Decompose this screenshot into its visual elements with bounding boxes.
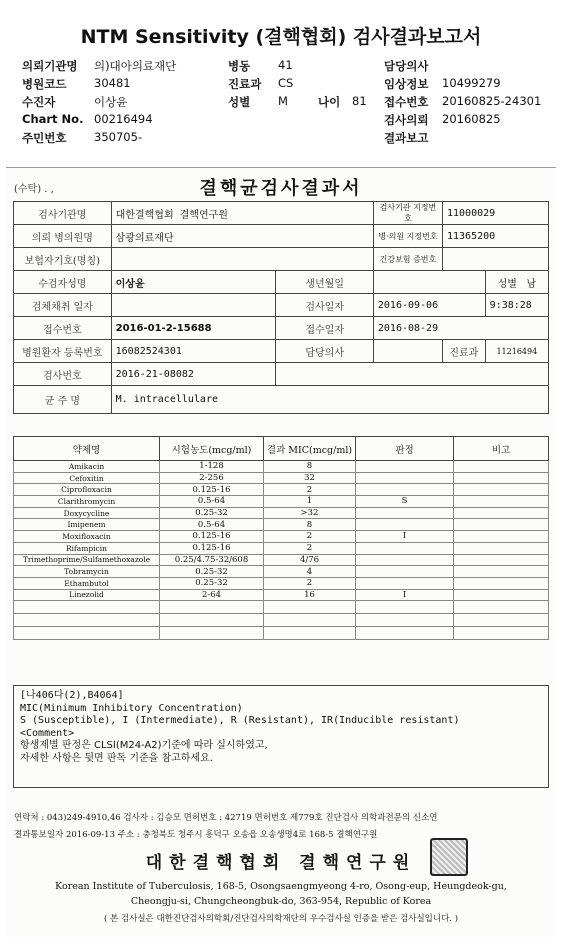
field-label: 성별 [497,278,517,290]
header-label: 수진자 [22,95,56,109]
address-line: Korean Institute of Tuberculosis, 168-5, Osongsaengmyeong 4-ro, Osong-eup, Heungdeok-gu, [55,881,507,892]
header-label: 결과보고 [384,131,429,145]
field-value [373,271,485,294]
notes-box [13,685,549,788]
drug-name: Moxifloxacin [14,531,160,543]
drug-name: Amikacin [14,461,160,473]
field-label: 검사기관 지정번호 [373,202,442,225]
table-cell [454,472,549,484]
table-cell [264,614,356,627]
table-cell [454,542,549,554]
table-row [14,601,549,614]
drug-name: Imipenem [14,519,160,531]
table-cell [356,614,454,627]
header-value: 10499279 [442,76,501,90]
table-cell: 0.25/4.75-32/608 [160,554,264,566]
header-label: 임상정보 [384,77,429,91]
table-row [14,566,549,578]
note-line: 항생제별 판정은 CLSI(M24-A2)기준에 따라 실시하였고, [20,740,268,751]
table-cell [356,601,454,614]
field-value: 2016-08-29 [373,317,548,340]
table-cell: 2-256 [160,472,264,484]
table-cell: 2 [264,531,356,543]
table-cell: 0.25-32 [160,577,264,589]
field-value: 11216494 [485,340,548,363]
table-cell: 0.5-64 [160,519,264,531]
header-label: Chart No. [22,112,84,126]
header-label: 나이 [318,95,341,109]
table-cell [356,461,454,473]
table-row [14,507,549,519]
table-cell [356,519,454,531]
table-cell [160,601,264,614]
table-cell [356,554,454,566]
column-header: 결과 MIC(mcg/ml) [264,437,356,461]
header-value: 의)대아의료재단 [94,59,177,73]
table-cell: 8 [264,461,356,473]
table-cell: 0.125-16 [160,484,264,496]
table-cell: 32 [264,472,356,484]
table-row [14,496,549,508]
drug-name: Ciprofloxacin [14,484,160,496]
table-row [14,577,549,589]
header-label: 담당의사 [384,59,429,73]
column-header: 시험농도(mcg/ml) [160,437,264,461]
table-row [14,472,549,484]
field-value: 남 [526,278,537,290]
field-value: 2016-01-2-15688 [111,317,276,340]
table-cell [356,627,454,640]
drug-name: Clarithromycin [14,496,160,508]
table-cell: 0.25-32 [160,566,264,578]
table-cell: 0.5-64 [160,496,264,508]
certification-note: ( 본 검사실은 대한진단검사의학회/진단검사의학재단의 우수검사실 인증을 받은 검사실입니다. ) [103,914,459,924]
table-cell: 0.125-16 [160,531,264,543]
table-cell [160,614,264,627]
field-label: 건강보험 증번호 [373,248,442,271]
table-cell [356,472,454,484]
table-cell: 1 [264,496,356,508]
drug-rows [14,461,549,640]
table-row [14,519,549,531]
table-cell [454,484,549,496]
note-line: MIC(Minimum Inhibitory Concentration) [20,702,243,714]
field-value: 11000029 [443,202,549,225]
table-cell [454,461,549,473]
table-cell [454,577,549,589]
table-cell [454,519,549,531]
table-cell: 2 [264,542,356,554]
header-label: 성별 [228,95,251,109]
patient-info-table [13,201,549,414]
field-label: 진료과 [443,340,486,363]
drug-name: Linezolid [14,589,160,601]
drug-name: Rifampicin [14,542,160,554]
field-label: 검사기관명 [14,202,112,225]
table-cell: 4/76 [264,554,356,566]
header-value: 350705- [94,130,143,144]
table-row [14,627,549,640]
column-header: 판정 [356,437,454,461]
table-cell: 8 [264,519,356,531]
table-cell [454,614,549,627]
field-value [111,294,276,317]
field-label: 접수일자 [276,317,373,340]
table-cell [454,589,549,601]
table-cell: I [356,531,454,543]
table-cell [454,627,549,640]
sex-field [485,271,548,294]
note-line: [나406다(2),B4064] [20,690,124,701]
address-line: Cheongju-si, Chungcheongbuk-do, 363-954, Republic of Korea [130,896,432,907]
header-label: 병동 [228,59,251,73]
drug-name: Cefoxitin [14,472,160,484]
table-cell [356,507,454,519]
report-header [22,58,552,148]
report-date-line: 결과통보일자 2016-09-13 주소 : 충청북도 청주시 흥덕구 오송읍 오송생명4로 168-5 결핵연구원 [14,830,378,840]
table-row [14,531,549,543]
field-value: 11365200 [443,225,549,248]
field-label: 생년월일 [276,271,373,294]
column-header: 비고 [454,437,549,461]
table-row [14,554,549,566]
header-label: 의뢰기관명 [22,59,78,73]
table-cell: S [356,496,454,508]
table-row [14,461,549,473]
field-label: 담당의사 [276,340,373,363]
scanned-report [6,167,556,937]
field-value: 이상윤 [111,271,276,294]
field-value [373,340,442,363]
official-seal [430,838,468,876]
header-value: 00216494 [94,112,153,126]
contact-line: 연락처 : 043)249-4910,46 검사자 : 김승모 면허번호 : 42719 면허번호 제779호 진단검사 의학과전문의 신소연 [14,813,438,823]
drug-name: Ethambutol [14,577,160,589]
report-heading [6,168,556,200]
field-label: 균 주 명 [14,386,112,414]
header-label: 주민번호 [22,131,67,145]
field-value [443,248,549,271]
table-cell: >32 [264,507,356,519]
table-cell [264,627,356,640]
header-value: 81 [352,94,367,108]
field-label: 의뢰 병의원명 [14,225,112,248]
header-label: 접수번호 [384,95,429,109]
table-cell: 0.25-32 [160,507,264,519]
field-label: 검체채취 일자 [14,294,112,317]
drug-name: Doxycycline [14,507,160,519]
field-value: 16082524301 [111,340,276,363]
table-cell: 1-128 [160,461,264,473]
table-cell: 2 [264,577,356,589]
header-value: 41 [278,58,293,72]
table-cell [454,554,549,566]
field-value [111,248,373,271]
field-value: 2016-09-06 [373,294,485,317]
table-cell [356,484,454,496]
institute-name: 대한결핵협회 결핵연구원 [145,853,417,873]
table-cell: 2-64 [160,589,264,601]
header-value: CS [278,76,294,90]
table-cell: 16 [264,589,356,601]
table-cell: 2 [264,484,356,496]
report-title: 결핵균검사결과서 [199,178,363,199]
field-label: 검사일자 [276,294,373,317]
header-value: 20160825 [442,112,501,126]
table-cell: I [356,589,454,601]
field-label: 병원환자 등록번호 [14,340,112,363]
note-line: <Comment> [20,727,75,739]
field-label: 검사번호 [14,363,112,386]
organism-value: M. intracellulare [111,386,548,414]
field-label: 수검자성명 [14,271,112,294]
table-cell [264,601,356,614]
column-header: 약제명 [14,437,160,461]
susceptibility-table [13,436,549,640]
table-cell [454,496,549,508]
field-label: 병·의원 지정번호 [373,225,442,248]
drug-name: Tobramycin [14,566,160,578]
table-cell [454,601,549,614]
field-label: 접수번호 [14,317,112,340]
header-value: 20160825-24301 [442,94,542,108]
header-label: 진료과 [228,77,262,91]
table-row [14,542,549,554]
field-label: 보험자기호(명칭) [14,248,112,271]
table-cell: 0.125-16 [160,542,264,554]
drug-name: Trimethoprime/Sulfamethoxazole [14,554,160,566]
table-cell: 4 [264,566,356,578]
table-row [14,484,549,496]
table-cell [454,531,549,543]
table-cell [14,601,160,614]
document-title: NTM Sensitivity (결핵협회) 검사결과보고서 [80,26,482,48]
header-label: 검사의뢰 [384,113,429,127]
note-line: 자세한 사항은 뒷면 판독 기준을 참고하세요. [20,752,213,764]
table-cell [356,566,454,578]
table-cell [454,507,549,519]
field-value: 9:38:28 [485,294,548,317]
note-line: S (Susceptible), I (Intermediate), R (Resistant), IR(Inducible resistant) [20,715,460,726]
table-cell [356,577,454,589]
header-value: 이상윤 [94,95,128,109]
header-value: 30481 [94,76,131,90]
table-row [14,589,549,601]
field-value: 삼광의료재단 [111,225,373,248]
table-cell [14,627,160,640]
table-row [14,614,549,627]
header-label: 병원코드 [22,77,67,91]
field-value: 대한결핵협회 결핵연구원 [111,202,373,225]
report-suffix: (수탁) . , [14,184,54,195]
table-cell [454,566,549,578]
header-value: M [278,94,288,108]
table-cell [14,614,160,627]
table-cell [160,627,264,640]
table-cell [356,542,454,554]
field-value: 2016-21-08082 [111,363,276,386]
